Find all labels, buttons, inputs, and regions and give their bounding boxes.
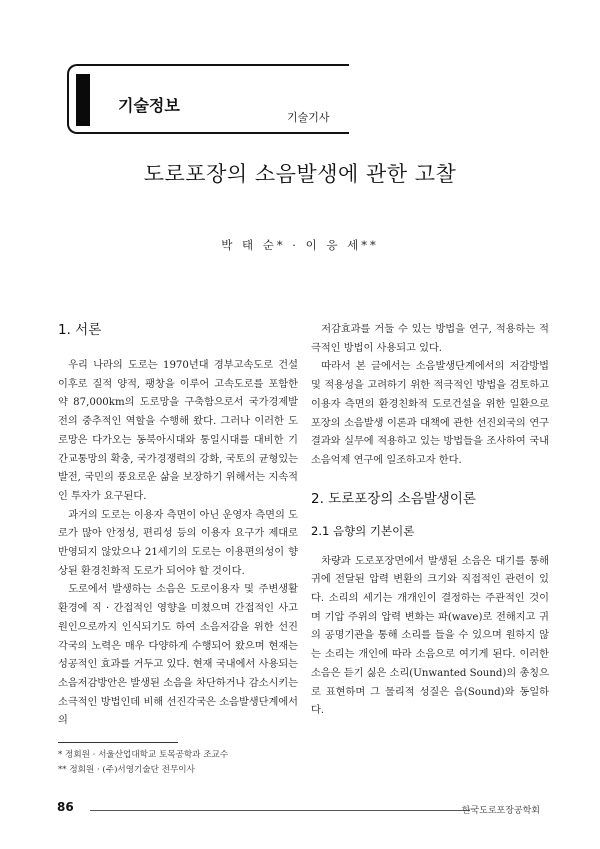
article-authors: 박 태 순* · 이 응 세** <box>221 238 379 252</box>
journal-name: 한국도로포장공학회 <box>461 806 540 816</box>
section-label: 기술정보 <box>118 96 180 115</box>
paragraph: 과거의 도로는 이용자 측면이 아닌 운영자 측면의 도로가 많아 안정성, 편리성 등의 이용자 요구가 제대로 반영되지 않았으나 21세기의 도로는 이용편의성이 향상된 환경친화적 도로가 되어야 할 것이다. <box>58 509 298 577</box>
paragraph: 저감효과를 거둘 수 있는 방법을 연구, 적용하는 적극적인 방법이 사용되고 있다. <box>311 324 549 354</box>
section-header-bar <box>76 74 90 126</box>
paragraph: 차량과 도로포장면에서 발생된 소음은 대기를 통해 귀에 전달된 압력 변환의 크기와 직접적인 관련이 있다. 소리의 세기는 개개인이 결정하는 주관적인 것이며 기압 주위의 압력 변화는 파(wave)로 전해지고 귀의 공명기관을 통해 소리를 들을 수 있으며 원하지 않는 소리는 개인에 따라 소음으로 여기게 된다. 이러한 소음은 듣기 싫은 소리(Unwanted Sound)의 총칭으로 표현하며 그 물리적 성질은 음(Sound)와 동일하다. <box>311 555 549 717</box>
section-heading-theory: 2. 도로포장의 소음발생이론 <box>311 490 476 507</box>
right-column <box>311 321 549 721</box>
footnote-rule <box>58 742 178 743</box>
section-heading-intro: 1. 서론 <box>58 322 102 338</box>
paragraph: 따라서 본 글에서는 소음발생단계에서의 저감방법 및 적용성을 고려하기 위한 적극적인 방법을 검토하고 이용자 측면의 환경친화적 도로건설을 위한 일환으로 포장의 소음발생 이론과 대책에 관한 선진외국의 연구결과와 실무에 적용하고 있는 방법들을 조사하여 국내 소음억제 연구에 일조하고자 한다. <box>311 361 549 466</box>
paragraph: 도로에서 발생하는 소음은 도로이용자 및 주변생활 환경에 직 · 간접적인 영향을 미쳤으며 간접적인 사고원인으로까지 인식되기도 하여 소음저감을 위한 선진각국의 노력은 매우 다양하게 수행되어 왔으며 현재는 성공적인 효과를 거두고 있다. 현재 국내에서 사용되는 소음저감방안은 발생된 소음을 차단하거나 감소시키는 소극적인 방법인데 비해 선진각국은 소음발생단계에서의 <box>58 584 298 727</box>
section-sub-label: 기술기사 <box>287 111 330 124</box>
subsection-heading-acoustics: 2.1 음향의 기본이론 <box>311 523 415 538</box>
article-title: 도로포장의 소음발생에 관한 고찰 <box>143 162 457 186</box>
footnote-item: ** 정회원 · (주)서영기술단 전무이사 <box>58 765 195 775</box>
footer-rule <box>90 810 470 811</box>
page-number: 86 <box>57 800 74 814</box>
footnotes <box>58 748 228 778</box>
paragraph: 우리 나라의 도로는 1970년대 경부고속도로 건설 이후로 질적 양적, 팽창을 이루어 고속도로를 포함한 약 87,000km의 도로망을 구축함으로서 국가경제발전의 중추적인 역할을 수행해 왔다. 그러나 이러한 도로망은 다가오는 동북아시대와 통일시대를 대비한 기간교통망의 확충, 국가경쟁력의 강화, 국토의 균형있는 발전, 국민의 풍요로운 삶을 보장하기 위해서는 지속적인 투자가 요구된다. <box>58 360 298 502</box>
left-column <box>58 321 298 731</box>
footnote-item: * 정회원 · 서울산업대학교 토목공학과 조교수 <box>58 750 229 760</box>
